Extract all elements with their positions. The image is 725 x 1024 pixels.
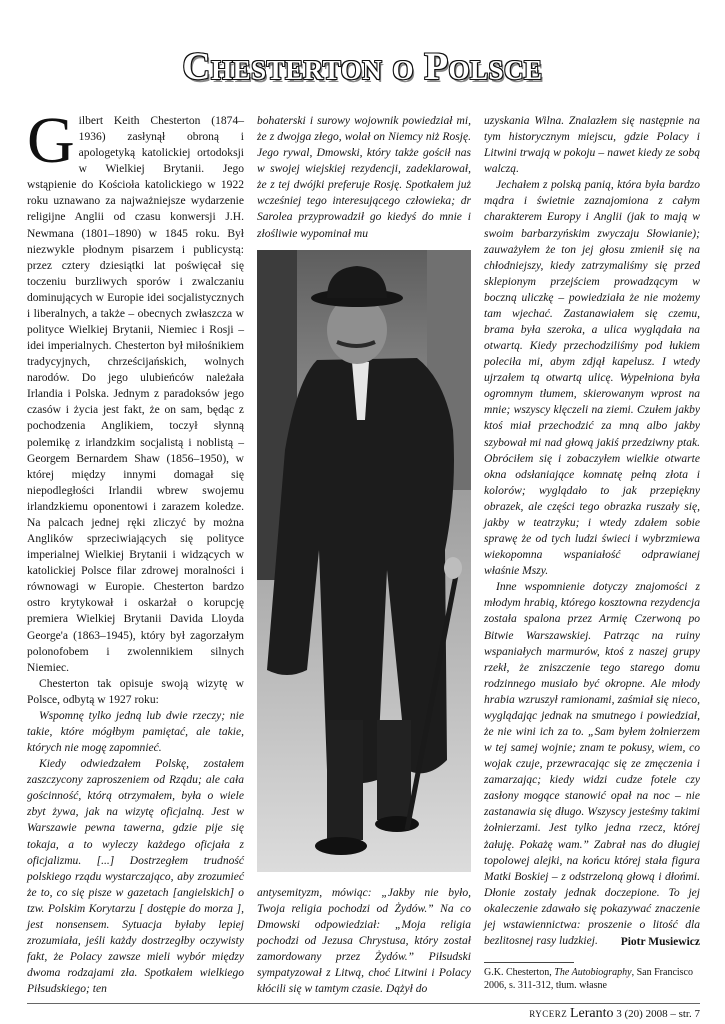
portrait-photo	[257, 250, 471, 872]
paragraph: Chesterton tak opisuje swoją wizytę w Polsce, odbytą w 1927 roku:	[27, 677, 244, 706]
footnote	[484, 966, 700, 992]
column-1	[27, 104, 244, 997]
intro-paragraph	[27, 104, 244, 676]
quote-paragraph: Jechałem z polską panią, która była bardzo mądra i świetnie zaznajomiona z całym charakterem Europy i Anglii (jak to mają w swoim barbarzyńskim zwyczaju Słowianie); zauważyłem że ton jej głosu zmienił się na chłodniejszy, kiedy zatrzymaliśmy się przed sklepionym przejściem prowadzącym w boczną uliczkę – powiedziała że nie możemy tam wjechać. Zastanawiałem się czemu, brama była szeroka, a ulica wyglądała na otwartą. Kiedy przechodziliśmy pod łukiem poleciła mi, abym zdjął kapelusz. I wtedy ujrzałem tą otwartą ulicę. Wypełniona była ogromnym tłumem, skierowanym wprost na mnie; wszyscy klęczeli na ziemi. Czułem jakby ktoś miał przechodzić za mną albo jakby szybował mi nad głową jakiś przedziwny ptak. Obróciłem się i zobaczyłem wielkie otwarte okna odsłaniające komnatę pełną złota i kolorów; wyglądało to jak przepiękny obrazek, ale części tego obrazka ruszały się, jakby w teatrzyku; i wtedy zdałem sobie sprawę że od tych ludzi świeci i wybrzmiewa wiekopomna wspaniałość odprawianej właśnie Mszy.	[484, 179, 700, 578]
quote-paragraph: antysemityzm, mówiąc: „Jakby nie było, Twoja religia pochodzi od Żydów.” Na co Dmowski odpowiedział: „Moja religia pochodzi od Jezusa Chrystusa, który został zamordowany przez Żydów.” Piłsudski sympatyzował z Litwą, choć Litwini i Polacy kłócili się w tamtym czasie. Dążył do	[257, 887, 471, 996]
quote-paragraph: Kiedy odwiedzałem Polskę, zostałem zaszczycony zaproszeniem od Rządu; ale cała gościnność, którą otrzymałem, była o wiele zbyt żywa, jak na wizytę oficjalną. Jest w Warszawie pewna tawerna, gdzie pije się tokaja, a to wyleczy każdego oficjała z oficjalizmu. [...] Dostrzegłem trudność polskiego rządu wystarczająco, aby zrozumieć że to, co się pisze w gazetach [angielskich] o tzw. Polskim Korytarzu [ dostępie do morza ], jest nonsensem. Sytuacja byłaby lepiej zrozumiała, jeśli każdy dostrzegłby oczywisty fakt, że Polacy zawsze mieli wybór między dwoma rodzajami zła. Spotkałem wielkiego Piłsudskiego; ten	[27, 758, 244, 996]
portrait-photo-chesterton-icon	[257, 250, 471, 872]
drop-cap: G	[27, 104, 75, 177]
column-2-bottom	[257, 885, 471, 998]
quote-paragraph: bohaterski i surowy wojownik powiedział mi, że z dwojga złego, wolał on Niemcy niż Rosję. Jego rywal, Dmowski, który także gościł nas w swojej wiejskiej rezydencji, zadeklarował, że z tej dwójki preferuje Rosję. Spotkałem już wcześniej tego interesującego człowieka; dr Sarolea przyprowadził go kiedyś do mnie i złośliwie wypominał mu	[257, 115, 471, 240]
column-3	[484, 113, 700, 949]
footer-brand: RYCERZ	[529, 1009, 568, 1019]
page-footer	[529, 1006, 700, 1022]
author-name: Piotr Musiewicz	[620, 936, 700, 948]
footnote-text: , San Francisco 2006, s. 311-312, tłum. własne	[484, 967, 693, 991]
quote-paragraph: Wspomnę tylko jedną lub dwie rzeczy; nie takie, które mógłbym pamiętać, ale takie, których nie mogę zapomnieć.	[27, 709, 244, 755]
quote-paragraph: uzyskania Wilna. Znalazłem się następnie na tym historycznym miejscu, gdzie Polacy i Litwini trwają w pokoju – nawet kiedy ze sobą walczą.	[484, 115, 700, 176]
footnote-divider	[484, 962, 574, 963]
intro-text: ilbert Keith Chesterton (1874–1936) zasłynął obroną i apologetyką katolickiej ortodoksji w Wielkiej Brytanii. Jego wstąpienie do Kościoła katolickiego w 1922 roku uznawano za najważniejsze wydarzenie religijne Anglii od czasu konwersji J.H. Newmana (1801–1890) w 1845 roku. Był niezwykle płodnym pisarzem i publicystą: przez cztery dziesiątki lat poświęcał się toczeniu burzliwych sporów i zwalczaniu dominujących w Europie idei socjalistycznych i liberalnych, a także – obecnych zwłaszcza w polityce Wielkiej Brytanii, Niemiec i Rosji – idei imperialnych. Chesterton był miłośnikiem tradycyjnych, chrześcijańskich, wolnych narodów. Do jego ulubieńców należała Irlandia i Polska. Jednym z paradoksów jego czasów i życia jest fakt, że on sam, będąc z pochodzenia Anglikiem, toczył słynną polemikę z irlandzkim socjalistą i noblistą – Georgem Bernardem Shaw (1856–1950), w której między innymi domagał się niepodległości Irlandii wbrew swojemu irlandzkiemu oponentowi i zarazem koledze. Na palcach jednej ręki zliczyć by można Anglików sprzeciwiających się polityce imperialnej Wielkiej Brytanii i widzących w katolickiej Polsce filar zdrowej moralności i równowagi w Europie. Chesterton bardzo ostro krytykował i oskarżał o korupcję premiera Wielkiej Brytanii Davida Lloyda George'a (1863–1945), który był zagorzałym polonofobem i zwolennikiem silnych Niemiec.	[27, 115, 244, 674]
quote-paragraph: Inne wspomnienie dotyczy znajomości z młodym hrabią, którego kosztowna rezydencja została spalona przez Armię Czerwoną po Bitwie Warszawskiej. Patrząc na ruiny wspaniałych marmurów, ktoś z naszej grupy rzekł, że zniszczenie tego starego domu rodzinnego musiało być okropne. Ale młody hrabia wzruszył ramionami, zaśmiał się nieco, wyglądając jednak na smutnego i powiedział, że nie wini ich za to. „Sam byłem żołnierzem w tej samej wojnie; znam te pokusy, wiem, co wojak czuje, przewracając się ze zmęczenia i zamarzając; kiedy widzi cudze fotele czy zasłony mogące stanowić opał na noc – nie zastanawia się długo. Wszyscy jesteśmy takimi żołnierzami. Jest tylko jedna rzecz, której żałuję. Pokażę wam.” Zabrał nas do długiej topolowej alejki, na końcu której stała figura Matki Boskiej – z odstrzeloną głową i dłońmi. Dłonie zostały jednak doczepione. To jej okaleczenie zdawało się pokazywać znaczenie jej wstawiennictwa: proszenie o litość dla bezlitosnej rasy ludzkiej.	[484, 581, 700, 947]
footnote-book-title: The Autobiography	[554, 967, 632, 978]
column-2-top	[257, 113, 471, 242]
footer-issue: 3 (20) 2008 – str. 7	[616, 1008, 700, 1020]
footnote-text: G.K. Chesterton,	[484, 967, 555, 978]
footer-magazine: Leranto	[569, 1006, 614, 1021]
footer-divider	[27, 1003, 700, 1004]
article-title: Chesterton o Polsce	[182, 45, 543, 88]
